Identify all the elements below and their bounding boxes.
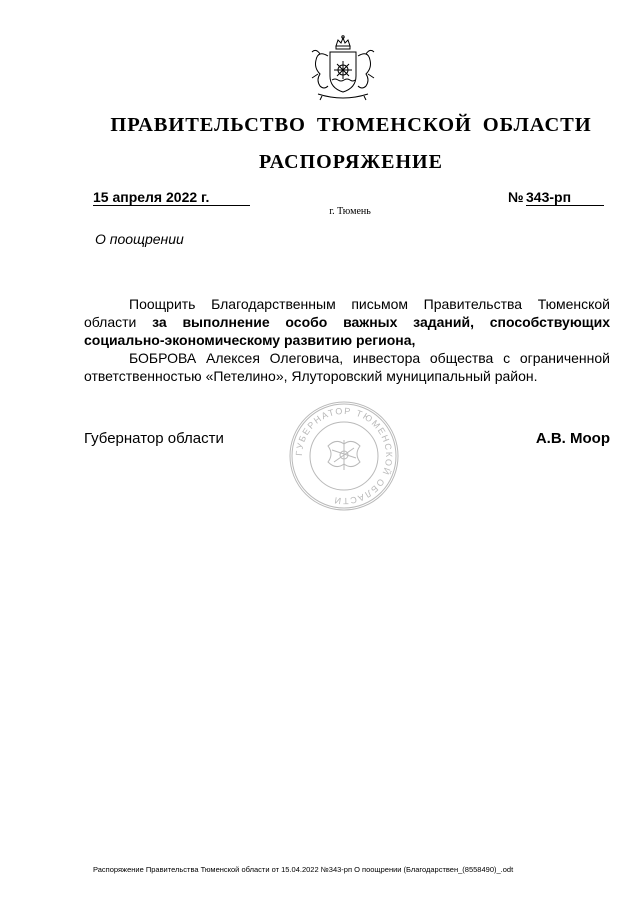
signatory-role: Губернатор области [84,430,224,447]
document-number [508,189,604,206]
organization-title: ПРАВИТЕЛЬСТВО ТЮМЕНСКОЙ ОБЛАСТИ [110,114,592,136]
coat-of-arms-emblem [306,34,380,104]
paragraph-1-text: Поощрить Благодарственным письмом Правительства Тюменской области [84,296,610,330]
stamp-text: ГУБЕРНАТОР ТЮМЕНСКОЙ ОБЛАСТИ [293,405,395,507]
official-stamp-icon [288,400,400,512]
paragraph-1-bold-text: за выполнение особо важных заданий, способствующих социально-экономическому развитию региона, [84,314,610,348]
coat-of-arms-icon [306,34,380,104]
document-type-title: РАСПОРЯЖЕНИЕ [259,151,443,173]
document-number-value: 343-рп [526,189,604,206]
document-date-value: 15 апреля 2022 г. [93,189,210,205]
body-paragraph-2 [84,349,610,385]
number-sign: № [508,189,524,205]
official-stamp [288,400,400,512]
signatory-name: А.В. Моор [535,430,610,447]
document-footer: Распоряжение Правительства Тюменской области от 15.04.2022 №343-рп О поощрении (Благодарствен_(8558490)_.odt [93,865,514,874]
body-paragraph-1 [84,295,610,349]
document-subject: О поощрении [95,231,184,247]
document-date [93,189,250,206]
city-label: г. Тюмень [329,206,371,217]
paragraph-2-text: БОБРОВА Алексея Олеговича, инвестора общества с ограниченной ответственностью «Петелино», Ялуторовский муниципальный район. [84,350,610,384]
